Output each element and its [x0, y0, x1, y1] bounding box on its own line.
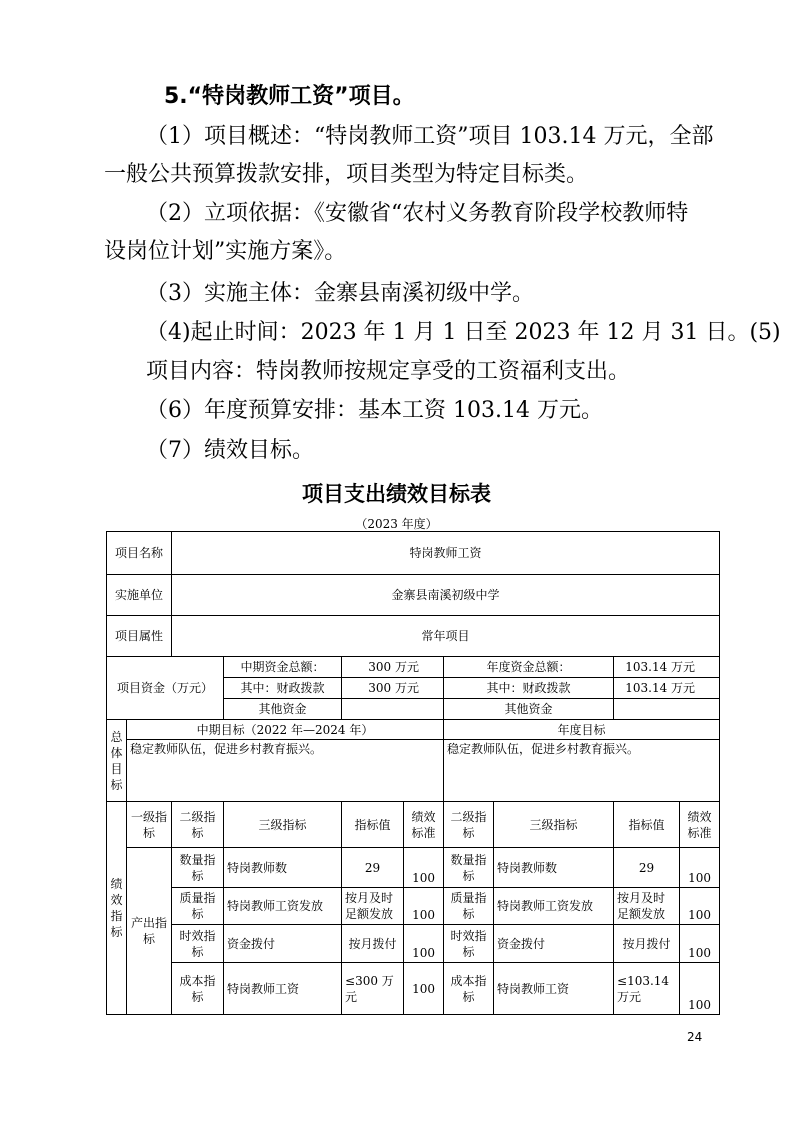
row-l3-year: 资金拨付	[494, 925, 614, 963]
output-label: 产出指标	[127, 848, 172, 1015]
row-value-year: 按月及时足额发放	[614, 888, 680, 925]
attr-label: 项目属性	[107, 616, 172, 657]
year-goal-text: 稳定教师队伍，促进乡村教育振兴。	[444, 740, 720, 802]
row-l2-year: 质量指标	[444, 888, 494, 925]
row-l3-year: 特岗教师工资	[494, 963, 614, 1015]
year-fiscal-label: 其中：财政拨款	[444, 678, 614, 699]
row-value-mid: 按月拨付	[342, 925, 404, 963]
mid-total-value: 300 万元	[342, 657, 444, 678]
paragraph-goals: （7）绩效目标。	[146, 438, 314, 463]
h-standard-year: 绩效标准	[680, 802, 720, 848]
table-title: 项目支出绩效目标表	[302, 482, 491, 506]
name-label: 项目名称	[107, 532, 172, 575]
h-level3-mid: 三级指标	[224, 802, 342, 848]
row-l2-mid: 成本指标	[172, 963, 224, 1015]
row-std-year: 100	[680, 963, 720, 1015]
paragraph-basis-line1: （2）立项依据：《安徽省“农村义务教育阶段学校教师特	[146, 201, 689, 226]
paragraph-period-line2: 项目内容：特岗教师按规定享受的工资福利支出。	[146, 359, 631, 384]
mid-other-value	[342, 699, 444, 720]
year-fiscal-value: 103.14 万元	[614, 678, 720, 699]
h-level1: 一级指标	[127, 802, 172, 848]
paragraph-subject: （3）实施主体：金寨县南溪初级中学。	[146, 281, 534, 306]
row-std-mid: 100	[404, 848, 444, 888]
row-l2-year: 时效指标	[444, 925, 494, 963]
paragraph-overview-line2: 一般公共预算拨款安排，项目类型为特定目标类。	[104, 162, 589, 187]
row-value-year: 29	[614, 848, 680, 888]
mid-fiscal-value: 300 万元	[342, 678, 444, 699]
year-other-value	[614, 699, 720, 720]
row-l3-year: 特岗教师数	[494, 848, 614, 888]
paragraph-basis-line2: 设岗位计划”实施方案》。	[104, 239, 347, 264]
mid-other-label: 其他资金	[224, 699, 342, 720]
year-other-label: 其他资金	[444, 699, 614, 720]
row-l2-mid: 时效指标	[172, 925, 224, 963]
h-standard-mid: 绩效标准	[404, 802, 444, 848]
attr-value: 常年项目	[172, 616, 720, 657]
goal-label: 总体目标	[107, 720, 127, 802]
row-l3-mid: 特岗教师数	[224, 848, 342, 888]
row-l3-year: 特岗教师工资发放	[494, 888, 614, 925]
row-std-mid: 100	[404, 963, 444, 1015]
row-std-year: 100	[680, 888, 720, 925]
row-std-mid: 100	[404, 888, 444, 925]
row-l3-mid: 特岗教师工资	[224, 963, 342, 1015]
row-value-mid: 按月及时足额发放	[342, 888, 404, 925]
h-level2-year: 二级指标	[444, 802, 494, 848]
row-value-mid: ≤300 万元	[342, 963, 404, 1015]
h-value-year: 指标值	[614, 802, 680, 848]
fund-label: 项目资金（万元）	[107, 657, 224, 720]
unit-label: 实施单位	[107, 575, 172, 616]
h-level3-year: 三级指标	[494, 802, 614, 848]
row-l2-year: 成本指标	[444, 963, 494, 1015]
row-value-year: 按月拨付	[614, 925, 680, 963]
unit-value: 金寨县南溪初级中学	[172, 575, 720, 616]
row-l2-year: 数量指标	[444, 848, 494, 888]
year-goal-label: 年度目标	[444, 720, 720, 740]
section-heading: 5.“特岗教师工资”项目。	[164, 84, 415, 109]
row-std-year: 100	[680, 848, 720, 888]
paragraph-period-line1: （4)起止时间：2023 年 1 月 1 日至 2023 年 12 月 31 日。(5)	[146, 320, 781, 345]
row-l2-mid: 质量指标	[172, 888, 224, 925]
h-value-mid: 指标值	[342, 802, 404, 848]
page-number: 24	[687, 1030, 703, 1044]
name-value: 特岗教师工资	[172, 532, 720, 575]
table-row	[107, 963, 720, 1015]
table-row	[107, 888, 720, 925]
mid-fiscal-label: 其中：财政拨款	[224, 678, 342, 699]
mid-goal-text: 稳定教师队伍，促进乡村教育振兴。	[127, 740, 444, 802]
paragraph-budget: （6）年度预算安排：基本工资 103.14 万元。	[146, 398, 603, 423]
table-year: （2023 年度）	[355, 517, 438, 531]
row-std-mid: 100	[404, 925, 444, 963]
paragraph-overview-line1: （1）项目概述：“特岗教师工资”项目 103.14 万元，全部	[146, 124, 714, 149]
perf-label: 绩效指标	[107, 802, 127, 1015]
year-total-value: 103.14 万元	[614, 657, 720, 678]
year-total-label: 年度资金总额：	[444, 657, 614, 678]
row-l2-mid: 数量指标	[172, 848, 224, 888]
table-row	[107, 925, 720, 963]
row-l3-mid: 资金拨付	[224, 925, 342, 963]
row-value-mid: 29	[342, 848, 404, 888]
performance-table	[106, 531, 720, 1015]
table-row	[107, 848, 720, 888]
row-l3-mid: 特岗教师工资发放	[224, 888, 342, 925]
mid-goal-label: 中期目标（2022 年—2024 年）	[127, 720, 444, 740]
mid-total-label: 中期资金总额：	[224, 657, 342, 678]
h-level2-mid: 二级指标	[172, 802, 224, 848]
row-std-year: 100	[680, 925, 720, 963]
row-value-year: ≤103.14 万元	[614, 963, 680, 1015]
